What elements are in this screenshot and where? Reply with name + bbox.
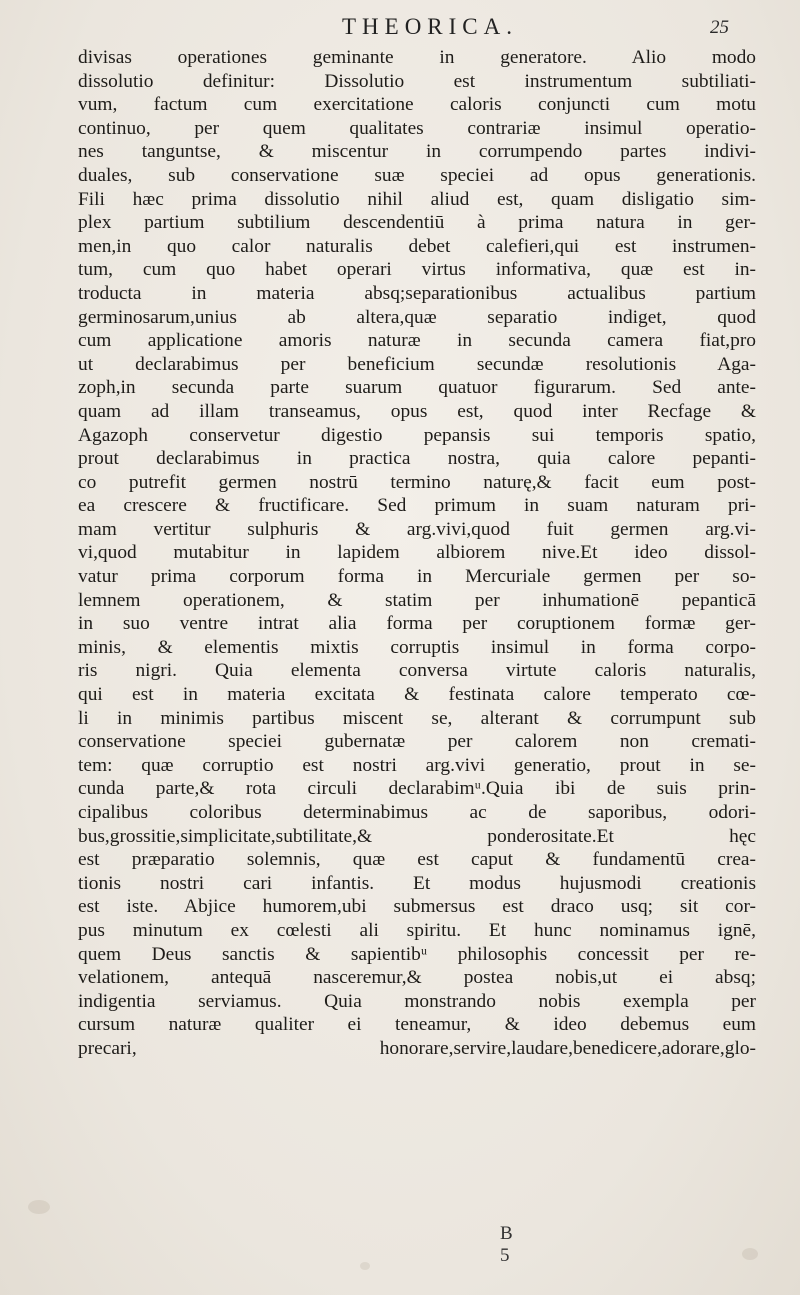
text-line: vi,quod mutabitur in lapidem albiorem nive.Et ideo dissol- [78, 542, 756, 564]
text-line: quem Deus sanctis & sapientibᵘ philosophis concessit per re- [78, 943, 756, 965]
text-line: ea crescere & fructificare. Sed primum in suam naturam pri- [78, 495, 756, 517]
paper-stain [360, 1262, 370, 1270]
text-line: indigentia serviamus. Quia monstrando nobis exempla per [78, 990, 756, 1012]
text-line: ut declarabimus per beneficium secundæ resolutionis Aga- [78, 353, 756, 375]
text-line: est præparatio solemnis, quæ est caput & fundamentū crea- [78, 849, 756, 871]
text-line: qui est in materia excitata & festinata calore temperato cœ- [78, 684, 756, 706]
text-line: prout declarabimus in practica nostra, quia calore pepanti- [78, 448, 756, 470]
signature-mark: B 5 [500, 1223, 527, 1266]
paper-stain [28, 1200, 50, 1214]
page-header [0, 14, 800, 44]
text-line: continuo, per quem qualitates contrariæ insimul operatio- [78, 117, 756, 139]
page-number: 25 [710, 17, 729, 38]
text-line: pus minutum ex cœlesti ali spiritu. Et hunc nominamus ignē, [78, 919, 756, 941]
text-line: conservatione speciei gubernatæ per calorem non cremati- [78, 731, 756, 753]
text-line: plex partium subtilium descendentiū à prima natura in ger- [78, 212, 756, 234]
text-line: minis, & elementis mixtis corruptis insimul in forma corpo- [78, 636, 756, 658]
text-line: divisas operationes geminante in generatore. Alio modo [78, 47, 756, 68]
text-line: bus,grossitie,simplicitate,subtilitate,& ponderositate.Et hęc [78, 825, 756, 847]
body-text [78, 46, 756, 1061]
text-line: est iste. Abjice humorem,ubi submersus est draco usq; sit cor- [78, 896, 756, 918]
text-line: cum applicatione amoris naturæ in secunda camera fiat,pro [78, 330, 756, 352]
text-line: dissolutio definitur: Dissolutio est instrumentum subtiliati- [78, 70, 756, 92]
text-line: velationem, antequā nasceremur,& postea nobis,ut ei absq; [78, 967, 756, 989]
text-line: cursum naturæ qualiter ei teneamur, & ideo debemus eum [78, 1014, 756, 1036]
text-line: zoph,in secunda parte suarum quatuor figurarum. Sed ante- [78, 377, 756, 399]
text-line: cipalibus coloribus determinabimus ac de saporibus, odori- [78, 802, 756, 823]
text-line: in suo ventre intrat alia forma per coruptionem formæ ger- [78, 613, 756, 635]
text-line: troducta in materia absq;separationibus actualibus partium [78, 282, 756, 304]
text-line: quam ad illam transeamus, opus est, quod inter Recfage & [78, 400, 756, 422]
text-line: vatur prima corporum forma in Mercuriale germen per so- [78, 566, 756, 588]
running-head: THEORICA. [341, 14, 519, 39]
text-line: li in minimis partibus miscent se, alterant & corrumpunt sub [78, 707, 756, 729]
paper-stain [742, 1248, 758, 1260]
text-line: germinosarum,unius ab altera,quæ separatio indiget, quod [78, 306, 756, 328]
text-line: tem: quæ corruptio est nostri arg.vivi generatio, prout in se- [78, 754, 756, 776]
text-line: tum, cum quo habet operari virtus informativa, quæ est in- [78, 259, 756, 281]
text-line: Agazoph conservetur digestio pepansis sui temporis spatio, [78, 424, 756, 446]
text-line: precari, honorare,servire,laudare,benedicere,adorare,glo- [78, 1037, 756, 1059]
text-line: lemnem operationem, & statim per inhumationē pepanticā [78, 589, 756, 611]
text-line: Fili hæc prima dissolutio nihil aliud est, quam disligatio sim- [78, 188, 756, 210]
text-line: vum, factum cum exercitatione caloris conjuncti cum motu [78, 94, 756, 116]
text-line: ris nigri. Quia elementa conversa virtute caloris naturalis, [78, 660, 756, 682]
text-line: mam vertitur sulphuris & arg.vivi,quod fuit germen arg.vi- [78, 518, 756, 540]
text-line: duales, sub conservatione suæ speciei ad opus generationis. [78, 164, 756, 186]
text-line: tionis nostri cari infantis. Et modus hujusmodi creationis [78, 872, 756, 894]
text-line: men,in quo calor naturalis debet calefieri,qui est instrumen- [78, 235, 756, 257]
text-line: cunda parte,& rota circuli declarabimᵘ.Quia ibi de suis prin- [78, 778, 756, 800]
text-line: co putrefit germen nostrū termino naturę,& facit eum post- [78, 471, 756, 493]
text-line: nes tanguntse, & miscentur in corrumpendo partes indivi- [78, 141, 756, 163]
